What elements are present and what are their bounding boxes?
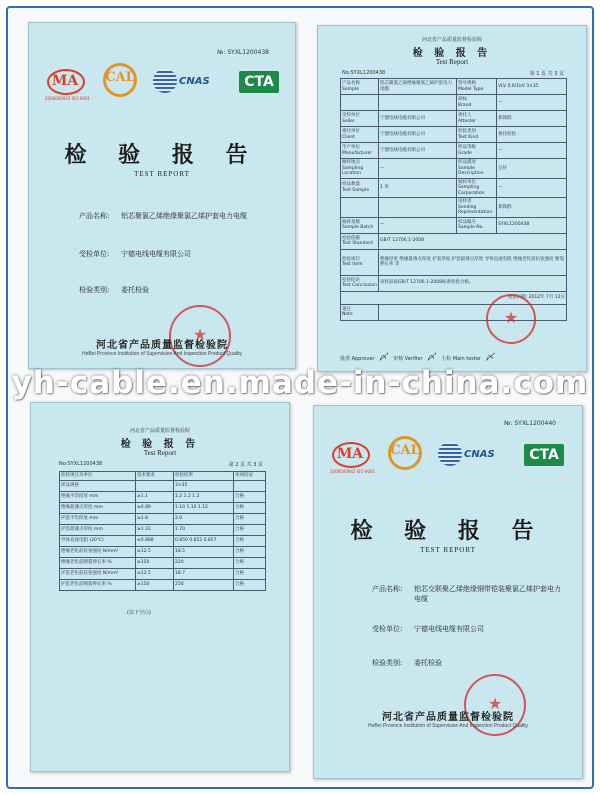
table-cell: 护套老化前抗张强度 N/mm²: [60, 568, 136, 579]
field-label-cell: [457, 198, 497, 218]
field-value: VLV 0.6/1kV 3×35: [498, 83, 539, 89]
field-label-en: Sample: [342, 86, 359, 92]
table-row: [60, 568, 266, 579]
institute-name: 河北省产品质量监督检验院: [382, 712, 514, 723]
table-cell: 合格: [234, 502, 266, 513]
field-label-cell: [341, 217, 379, 233]
writer-signature: 〆: [484, 353, 494, 363]
report-subtitle: Test Report: [143, 449, 177, 457]
field-value-cell: [379, 79, 457, 95]
table-cell: 绝缘平均厚度 mm: [60, 491, 136, 502]
field-label: 受检单位: [342, 113, 360, 118]
field-label-cell: [457, 111, 497, 127]
remark-value-cell: [379, 304, 567, 320]
table-row: [60, 557, 266, 568]
field-value: 完好: [498, 165, 507, 171]
table-cell: 绝缘最薄点厚度 mm: [60, 502, 136, 513]
table-cell: 护套最薄点厚度 mm: [60, 524, 136, 535]
certification-logos: [326, 436, 570, 494]
report-header: 河北省产品质量监督检验院: [129, 428, 190, 434]
table-row: [60, 579, 266, 590]
table-cell: [136, 480, 174, 491]
inspected-unit-field: 受检单位: 宁德电线电缆有限公司: [372, 625, 484, 633]
field-value: —: [498, 147, 503, 153]
report-page-1: [317, 25, 587, 372]
field-label: 抽样地点: [342, 160, 360, 165]
field-value-cell: [379, 143, 457, 159]
field-value: GB/T 12706.1-2008: [380, 238, 424, 244]
field-value: 该样品按GB/T 12706.1-2008标准检验合格。: [380, 280, 474, 286]
red-seal-stamp: ★: [486, 294, 536, 344]
field-label-cell: [457, 143, 497, 159]
inspected-unit-field: 受检单位: 宁德电线电缆有限公司: [79, 250, 191, 258]
cta-logo: CTA: [239, 71, 279, 93]
cma-caption: 2006000942 ISO 9001: [330, 469, 376, 474]
field-label: 检验项目: [342, 256, 360, 262]
field-label-en: Test Kind: [458, 134, 479, 140]
table-cell: 0.850 0.852 0.857: [174, 535, 234, 546]
table-cell: 合格: [234, 491, 266, 502]
remark-label-en: Note: [342, 312, 353, 317]
field-label-cell: [457, 159, 497, 179]
table-cell: 护套老化前断裂伸长率 %: [60, 579, 136, 590]
table-row: [341, 275, 567, 291]
website-watermark: yh-cable.en.made-in-china.com: [11, 365, 589, 401]
field-value-cell: [497, 198, 567, 218]
cal-logo: CAL: [388, 436, 422, 470]
field-value: 铝芯聚氯乙烯绝缘聚氯乙烯护套电力电缆: [380, 81, 452, 92]
product-name-field: 产品名称: 铝芯聚氯乙烯绝缘聚氯乙烯护套电力电缆: [79, 212, 247, 220]
table-cell: ≥150: [136, 557, 174, 568]
field-label-cell: [457, 79, 497, 95]
field-label-en: Sampling Location: [342, 165, 364, 176]
field-value-cell: [497, 178, 567, 198]
table-row: [341, 178, 567, 198]
field-label-en: Test Sample: [342, 187, 370, 193]
table-cell: 绝缘老化前抗张强度 N/mm²: [60, 546, 136, 557]
table-cell: 合格: [234, 579, 266, 590]
report-title: 检 验 报 告: [350, 518, 546, 544]
verifier-signature: 〆: [426, 353, 436, 363]
table-cell: ≥12.5: [136, 546, 174, 557]
header-cell: 检验结果: [174, 472, 234, 481]
field-value-cell: [379, 159, 457, 179]
field-label: 抽样基数: [342, 219, 360, 225]
field-value-cell: [497, 159, 567, 179]
field-value-cell: [497, 127, 567, 143]
table-row: [341, 198, 567, 218]
certification-logos: [41, 63, 283, 121]
table-cell: 合格: [234, 524, 266, 535]
field-value-cell: [497, 143, 567, 159]
field-value-cell: [497, 217, 567, 233]
field-label-en: Brand: [458, 102, 472, 108]
field-label-en: Sample No.: [458, 225, 484, 230]
header-cell: 技术要求: [136, 472, 174, 481]
field-value: 宁德电线电缆有限公司: [380, 115, 425, 121]
field-value: —: [498, 99, 503, 105]
table-cell: ≥1.33: [136, 524, 174, 535]
field-label: 委托单位: [342, 129, 360, 134]
table-cell: 1.10 1.10 1.12: [174, 502, 234, 513]
field-label-cell: [341, 178, 379, 198]
field-value-cell: [379, 198, 457, 218]
field-label: 委托人: [458, 113, 472, 118]
institute-name-en: HeBei Province Institution of Supervision And Inspection Product Quality: [81, 351, 243, 357]
signature-row: [340, 350, 498, 363]
table-row: [341, 249, 567, 275]
table-cell: 样品规格: [60, 480, 136, 491]
institute-name: 河北省产品质量监督检验院: [96, 340, 228, 351]
field-label-cell: [341, 275, 379, 291]
cover-page-1: [28, 22, 296, 369]
field-label: 检验结论: [342, 277, 360, 283]
field-value: 郑锦群: [498, 204, 512, 210]
table-header-row: [60, 472, 266, 481]
table-cell: 220: [174, 557, 234, 568]
table-row: [60, 491, 266, 502]
field-label: 检验依据: [342, 235, 360, 241]
table-cell: 绝缘老化前断裂伸长率 %: [60, 557, 136, 568]
report-page-2: [30, 402, 290, 772]
remark-label-cell: [341, 304, 379, 320]
table-row: [341, 79, 567, 95]
report-title: 检 验 报 告: [120, 439, 200, 450]
field-label: 生产单位: [342, 145, 360, 150]
field-label-en: Attester: [458, 118, 477, 124]
field-value-cell: [379, 127, 457, 143]
report-title: 检 验 报 告: [64, 142, 260, 168]
table-cell: [234, 480, 266, 491]
report-number: No:SYXL1200438: [59, 461, 103, 467]
field-label-cell: [341, 249, 379, 275]
table-row: [341, 111, 567, 127]
field-label-cell: [341, 233, 379, 249]
table-cell: ≤0.868: [136, 535, 174, 546]
field-value-cell: [379, 275, 567, 291]
field-label-cell: [457, 217, 497, 233]
institute-name-en: HeBei Province Institution of Supervision And Inspection Product Quality: [367, 723, 529, 729]
table-row: [341, 233, 567, 249]
approver-signature: 〆: [378, 353, 388, 363]
field-label-cell: [341, 111, 379, 127]
field-label-cell: [457, 95, 497, 111]
table-row: [341, 217, 567, 233]
field-label-en: Sampling Corporation: [458, 185, 485, 196]
table-cell: ≥150: [136, 579, 174, 590]
page-indicator: 第 1 页 共 3 页: [529, 71, 564, 77]
field-label-en: Sample Batch: [342, 225, 374, 230]
page-indicator: 第 2 页 共 3 页: [228, 462, 263, 468]
report-title: 检 验 报 告: [412, 48, 492, 59]
field-label-cell: [341, 95, 379, 111]
cma-caption: 2006000942 ISO 9001: [45, 96, 91, 101]
field-label-cell: [341, 127, 379, 143]
table-cell: ≥1.8: [136, 513, 174, 524]
field-label: 型号规格: [458, 81, 476, 86]
cnas-logo: CNAS: [153, 69, 223, 95]
inspection-type-field: 检验类别: 委托检验: [372, 659, 442, 667]
field-label: 样品编号: [458, 219, 476, 225]
table-row: [60, 535, 266, 546]
table-row: [341, 159, 567, 179]
field-label-en: Model Type: [458, 86, 484, 92]
field-label-cell: [457, 178, 497, 198]
field-label-cell: [341, 198, 379, 218]
report-number: №: SYXL1200438: [217, 49, 269, 56]
table-cell: 护套平均厚度 mm: [60, 513, 136, 524]
cta-logo: CTA: [524, 444, 564, 466]
field-value-cell: [379, 95, 457, 111]
field-label-cell: [341, 143, 379, 159]
approver-label: 批准 Approver: [340, 356, 375, 362]
red-seal-stamp: ★: [169, 305, 231, 367]
field-value: 1 米: [380, 185, 389, 190]
issue-date: 签发日期: 2012年 7月 12日: [341, 291, 567, 304]
field-value-cell: [497, 111, 567, 127]
field-label: 抽样单位: [458, 179, 476, 185]
field-label-en: Manufacturer: [342, 150, 373, 156]
report-info-table: [340, 78, 567, 321]
field-value: 宁德电线电缆有限公司: [380, 147, 425, 153]
table-cell: ≥1.1: [136, 491, 174, 502]
field-label: 样品描述: [458, 160, 476, 165]
table-row: [341, 143, 567, 159]
field-label-en: Seller: [342, 118, 355, 124]
field-label: 产品名称: [342, 81, 360, 86]
table-cell: 250: [174, 579, 234, 590]
table-cell: 合格: [234, 546, 266, 557]
report-subtitle: TEST REPORT: [134, 170, 190, 178]
cover-page-2: [313, 405, 583, 779]
red-seal-stamp: ★: [464, 674, 526, 736]
table-cell: ≥0.89: [136, 502, 174, 513]
table-cell: 2.0: [174, 513, 234, 524]
cal-logo: CAL: [103, 63, 137, 97]
header-cell: 单项结论: [234, 472, 266, 481]
report-number: No:SYXL1200438: [342, 70, 386, 76]
writer-label: 主检 Main tester: [441, 356, 481, 362]
field-label-en: Test Standard: [342, 241, 373, 246]
table-row: [60, 513, 266, 524]
cma-logo: MA 2006000942 ISO 9001: [45, 69, 85, 95]
field-value-cell: [379, 111, 457, 127]
field-value: —: [498, 185, 503, 190]
table-row: [341, 127, 567, 143]
field-value-cell: [379, 217, 457, 233]
table-cell: 18.7: [174, 568, 234, 579]
field-label-en: Grade: [458, 150, 472, 156]
report-number: №: SYXL1200440: [504, 420, 556, 427]
report-header: 河北省产品质量监督检验院: [421, 37, 482, 43]
table-cell: 18.5: [174, 546, 234, 557]
field-label-en: Test Item: [342, 262, 363, 267]
table-row: [60, 524, 266, 535]
table-row: [60, 480, 266, 491]
table-cell: 合格: [234, 535, 266, 546]
field-label-en: Sending Representation: [458, 204, 493, 215]
field-label-en: Client: [342, 134, 356, 140]
report-subtitle: TEST REPORT: [420, 546, 476, 554]
test-results-table: [59, 471, 266, 591]
table-cell: 合格: [234, 568, 266, 579]
header-cell: 检验项目及单位: [60, 472, 136, 481]
table-row: [60, 546, 266, 557]
product-name-field: 产品名称: 铝芯交联聚乙烯绝缘钢带铠装聚氯乙烯护套电力电缆: [372, 585, 561, 603]
field-value-cell: [379, 178, 457, 198]
table-cell: 合格: [234, 513, 266, 524]
field-value-cell: [379, 249, 567, 275]
field-value: 委托检验: [498, 131, 516, 137]
field-label-en: Sample Description: [458, 165, 484, 176]
field-value: 郑锦群: [498, 115, 512, 121]
table-cell: ≥12.5: [136, 568, 174, 579]
field-label-cell: [341, 159, 379, 179]
table-row: [341, 95, 567, 111]
field-label: 检验类别: [458, 129, 476, 134]
field-value-cell: [379, 233, 567, 249]
report-subtitle: Test Report: [435, 58, 469, 66]
field-label-en: Test Conclusion: [342, 283, 377, 288]
issue-date-row: [341, 291, 567, 304]
field-label-cell: [341, 79, 379, 95]
field-label: 送样者: [458, 199, 472, 204]
field-value-cell: [497, 79, 567, 95]
field-value: 绝缘厚度 绝缘最薄点厚度 护套厚度 护套最薄点厚度 导体直流电阻 绝缘老化前抗张强度 断裂伸长率 等: [380, 256, 565, 267]
table-cell: 1.2 1.2 1.2: [174, 491, 234, 502]
field-label: 样品数量: [342, 182, 360, 188]
field-label: 商标: [458, 97, 467, 102]
table-cell: 3×35: [174, 480, 234, 491]
field-value: —: [380, 165, 385, 171]
field-value: SYXL1200438: [498, 222, 530, 228]
field-value: 宁德电线电缆有限公司: [380, 131, 425, 137]
table-row: [60, 502, 266, 513]
cnas-logo: CNAS: [438, 442, 508, 468]
cma-logo: MA 2006000942 ISO 9001: [330, 442, 370, 468]
table-cell: 1.70: [174, 524, 234, 535]
field-value-cell: [497, 95, 567, 111]
field-label: 样品等级: [458, 145, 476, 150]
blank-below-note: (以下空白): [127, 610, 151, 616]
remark-label: 备注: [342, 306, 351, 312]
field-label-cell: [457, 127, 497, 143]
inspection-type-field: 检验类别: 委托检验: [79, 286, 149, 294]
verifier-label: 审核 Verifier: [393, 356, 423, 362]
table-cell: 合格: [234, 557, 266, 568]
table-cell: 导体直流电阻 (20℃): [60, 535, 136, 546]
field-value: —: [380, 222, 385, 228]
